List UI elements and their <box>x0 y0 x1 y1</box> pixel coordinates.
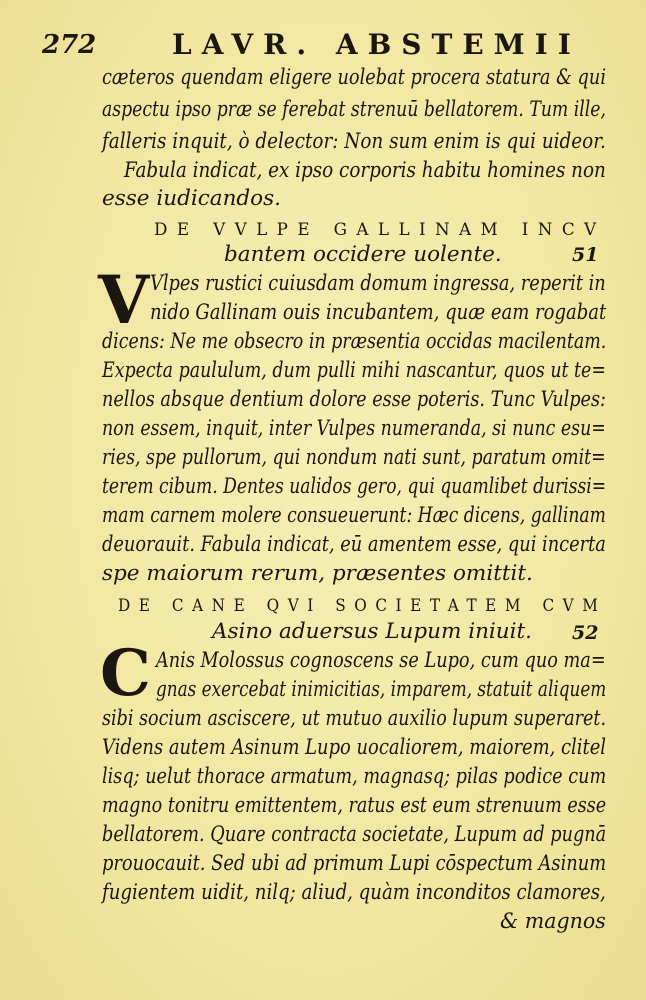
text-line: dicens: Ne me obsecro in præsentia occidas macilentam. <box>102 329 607 354</box>
running-title: LAVR. ABSTEMII <box>172 28 581 61</box>
text-line: fugientem uidit, nilq; aliud, quàm inconditos clamores, <box>102 880 606 905</box>
text-line: magno tonitru emittentem, ratus est eum strenuum esse <box>102 793 607 818</box>
text-line: deuorauit. Fabula indicat, eū amentem esse, qui incerta <box>102 532 606 557</box>
text-line: Videns autem Asinum Lupo uocaliorem, maiorem, clitel <box>102 735 607 760</box>
fable-subtitle: Asino aduersus Lupum iniuit. <box>212 619 532 644</box>
text-line: lisq; uelut thorace armatum, magnasq; pilas podice cum <box>102 764 607 789</box>
text-line: spe maiorum rerum, præsentes omittit. <box>102 561 533 586</box>
text-line: Anis Molossus cognoscens se Lupo, cum quo ma= <box>156 648 606 673</box>
text-line: gnas exercebat inimicitias, imparem, statuit aliquem <box>156 677 607 702</box>
fable-title: DE CANE QVI SOCIETATEM CVM <box>118 596 607 616</box>
text-line: Expecta paululum, dum pulli mihi nascantur, quos ut te= <box>102 358 606 383</box>
text-line: Fabula indicat, ex ipso corporis habitu homines non <box>124 158 606 183</box>
fable-number: 51 <box>572 244 599 266</box>
drop-cap: V <box>98 261 150 339</box>
running-head <box>42 28 602 64</box>
text-line: Vlpes rustici cuiusdam domum ingressa, reperit in <box>150 271 606 296</box>
text-line: bellatorem. Quare contracta societate, Lupum ad pugnā <box>102 822 607 847</box>
drop-cap: C <box>100 636 151 711</box>
text-line: mam carnem molere consueuerunt: Hæc dicens, gallinam <box>102 503 606 528</box>
text-line: terem cibum. Dentes ualidos gero, qui quamlibet durissi= <box>102 474 607 499</box>
fable-subtitle: bantem occidere uolente. <box>224 242 502 267</box>
text-line: nellos absque dentium dolore esse poteris. Tunc Vulpes: <box>102 387 606 412</box>
text-line: nido Gallinam ouis incubantem, quæ eam rogabat <box>150 300 607 325</box>
text-line: ries, spe pullorum, qui nondum nati sunt, paratum omit= <box>102 445 606 470</box>
text-line: esse iudicandos. <box>102 186 281 211</box>
text-line: falleris inquit, ò delector: Non sum enim is qui uideor. <box>102 129 606 154</box>
text-line: cæteros quendam eligere uolebat procera statura & qui <box>102 65 607 90</box>
fable-number: 52 <box>572 622 599 644</box>
text-line: prouocauit. Sed ubi ad primum Lupi cōspectum Asinum <box>102 851 607 876</box>
page-number: 272 <box>42 30 97 60</box>
text-line: non essem, inquit, inter Vulpes numeranda, si nunc esu= <box>102 416 606 441</box>
catchword: & magnos <box>500 909 606 934</box>
text-line: aspectu ipso præ se ferebat strenuū bellatorem. Tum ille, <box>102 97 606 122</box>
fable-title: DE VVLPE GALLINAM INCV <box>154 220 606 240</box>
text-line: sibi socium asciscere, ut mutuo auxilio lupum superaret. <box>102 706 607 731</box>
